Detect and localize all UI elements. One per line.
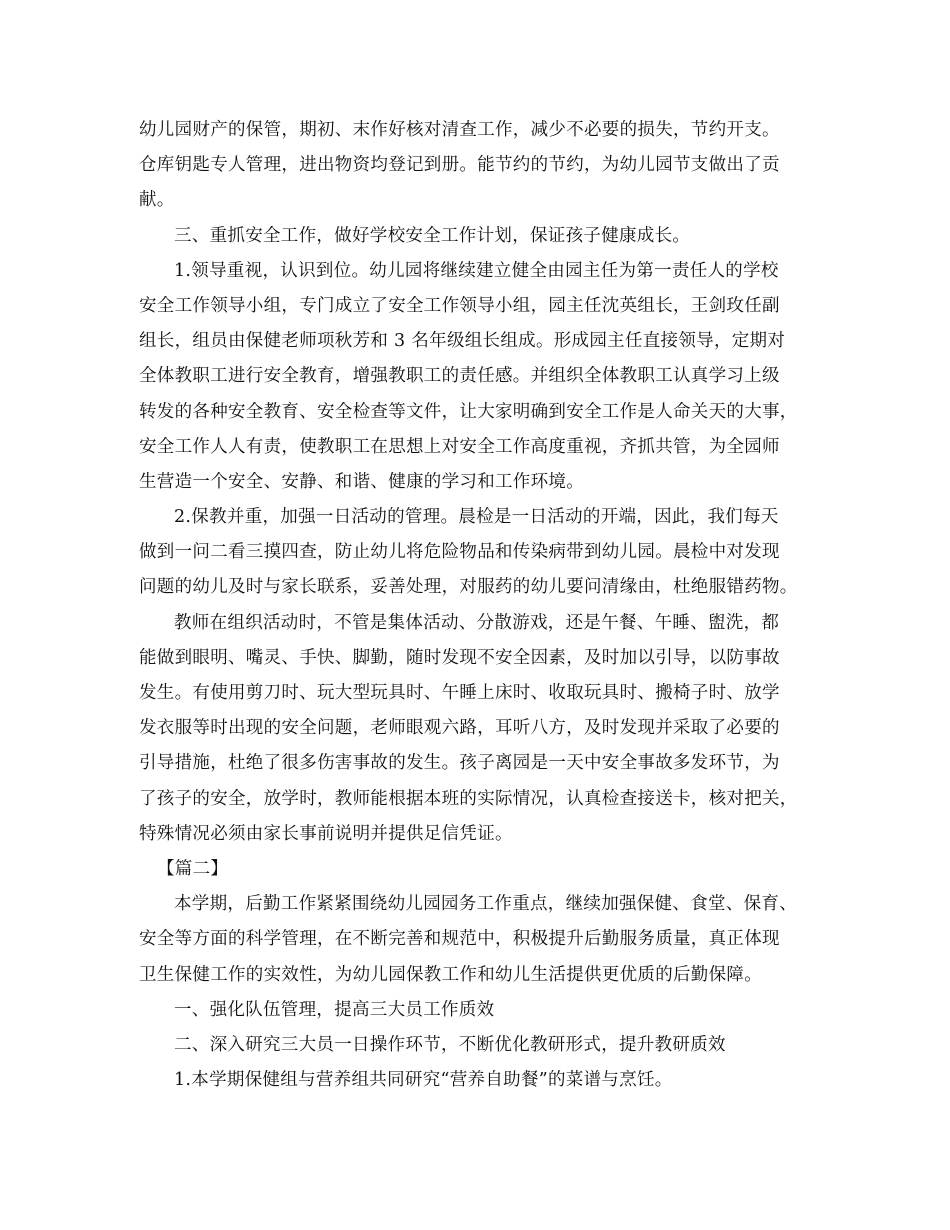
text-line: 全体教职工进行安全教育，增强教职工的责任感。并组织全体教职工认真学习上级 <box>139 366 780 387</box>
text-line: 安全工作领导小组，专门成立了安全工作领导小组，园主任沈英组长，王剑玫任副 <box>139 295 780 316</box>
text-line: 生营造一个安全、安静、和谐、健康的学习和工作环境。 <box>139 471 584 492</box>
text-line: 能做到眼明、嘴灵、手快、脚勤，随时发现不安全因素，及时加以引导，以防事故 <box>139 647 780 668</box>
text-line: 教师在组织活动时，不管是集体活动、分散游戏，还是午餐、午睡、盥洗，都 <box>174 612 780 633</box>
text-line: 了孩子的安全，放学时，教师能根据本班的实际情况，认真检查接送卡，核对把关， <box>139 788 798 809</box>
section-heading: 【篇二】 <box>157 858 229 879</box>
text-line: 安全工作人人有责，使教职工在思想上对安全工作高度重视，齐抓共管，为全园师 <box>139 436 780 457</box>
text-line: 三、重抓安全工作，做好学校安全工作计划，保证孩子健康成长。 <box>174 225 691 246</box>
text-line: 献。 <box>139 190 175 211</box>
text-line: 做到一问二看三摸四查，防止幼儿将危险物品和传染病带到幼儿园。晨检中对发现 <box>139 542 780 563</box>
text-line: 发生。有使用剪刀时、玩大型玩具时、午睡上床时、收取玩具时、搬椅子时、放学 <box>139 683 780 703</box>
text-line: 组长，组员由保健老师项秋芳和 3 名年级组长组成。形成园主任直接领导，定期对 <box>139 331 786 352</box>
text-line: 引导措施，杜绝了很多伤害事故的发生。孩子离园是一天中安全事故多发环节，为 <box>139 753 780 774</box>
text-line: 仓库钥匙专人管理，进出物资均登记到册。能节约的节约，为幼儿园节支做出了贡 <box>139 155 780 176</box>
text-line: 2.保教并重，加强一日活动的管理。晨检是一日活动的开端，因此，我们每天 <box>174 507 779 528</box>
text-line: 1.本学期保健组与营养组共同研究“营养自助餐”的菜谱与烹饪。 <box>174 1070 673 1091</box>
text-line: 转发的各种安全教育、安全检查等文件，让大家明确到安全工作是人命关天的大事， <box>139 401 798 422</box>
text-line: 本学期，后勤工作紧紧围绕幼儿园园务工作重点，继续加强保健、食堂、保育、 <box>174 894 797 915</box>
document-body <box>139 113 829 1098</box>
text-line: 安全等方面的科学管理，在不断完善和规范中，积极提升后勤服务质量，真正体现 <box>139 929 780 950</box>
text-line: 问题的幼儿及时与家长联系，妥善处理，对服药的幼儿要问清缘由，杜绝服错药物。 <box>139 577 798 598</box>
text-line: 1.领导重视，认识到位。幼儿园将继续建立健全由园主任为第一责任人的学校 <box>174 260 779 281</box>
text-line: 卫生保健工作的实效性，为幼儿园保教工作和幼儿生活提供更优质的后勤保障。 <box>139 964 762 985</box>
text-line: 发衣服等时出现的安全问题，老师眼观六路，耳听八方，及时发现并采取了必要的 <box>139 718 780 739</box>
text-line: 一、强化队伍管理，提高三大员工作质效 <box>174 999 495 1020</box>
text-line: 二、深入研究三大员一日操作环节，不断优化教研形式，提升教研质效 <box>174 1034 726 1055</box>
text-line: 幼儿园财产的保管，期初、末作好核对清查工作，减少不必要的损失，节约开支。 <box>139 120 780 140</box>
text-line: 特殊情况必须由家长事前说明并提供足信凭证。 <box>139 823 513 844</box>
